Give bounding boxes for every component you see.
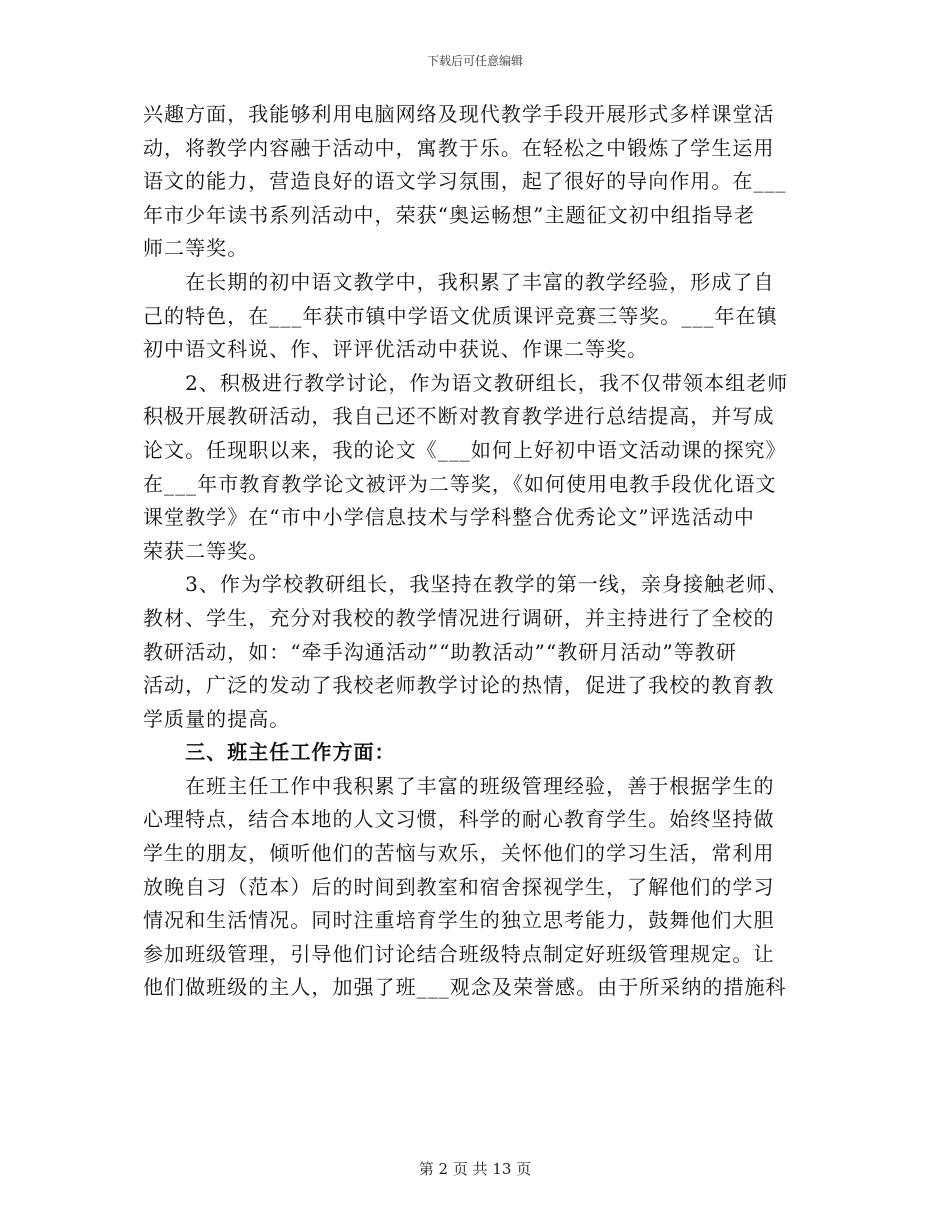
text-line: 放晚自习（范本）后的时间到教室和宿舍探视学生，了解他们的学习 <box>143 874 775 899</box>
text-line: 教材、学生，充分对我校的教学情况进行调研，并主持进行了全校的 <box>143 605 775 630</box>
text-line: 在___年市教育教学论文被评为二等奖，《如何使用电教手段优化语文 <box>143 471 777 496</box>
text-line: 初中语文科说、作、评评优活动中获说、作课二等奖。 <box>143 337 649 362</box>
text-line: 年市少年读书系列活动中，荣获“奥运畅想”主题征文初中组指导老 <box>143 202 755 227</box>
text-line: 情况和生活情况。同时注重培育学生的独立思考能力，鼓舞他们大胆 <box>143 908 775 933</box>
text-line: 课堂教学》在“市中小学信息技术与学科整合优秀论文”评选活动中 <box>143 505 755 530</box>
text-line: 在班主任工作中我积累了丰富的班级管理经验，善于根据学生的 <box>143 773 775 798</box>
text-line: 他们做班级的主人，加强了班___观念及荣誉感。由于所采纳的措施科 <box>143 975 787 1000</box>
page-header: 下载后可任意编辑 <box>426 54 523 68</box>
page-number: 第 2 页 共 13 页 <box>418 1160 532 1178</box>
text-line: 积极开展教研活动，我自己还不断对教育教学进行总结提高，并写成 <box>143 404 775 429</box>
text-line: 2、积极进行教学讨论，作为语文教研组长，我不仅带领本组老师 <box>143 370 789 395</box>
text-line: 语文的能力，营造良好的语文学习氛围，起了很好的导向作用。在___ <box>143 169 787 194</box>
text-line: 学质量的提高。 <box>143 706 291 731</box>
text-line: 教研活动，如：“牵手沟通活动”“助教活动”“教研月活动”等教研 <box>143 639 737 664</box>
text-line: 己的特色，在___年获市镇中学语文优质课评竞赛三等奖。___年在镇 <box>143 303 778 328</box>
text-line: 在长期的初中语文教学中，我积累了丰富的教学经验，形成了自 <box>143 269 775 294</box>
text-line: 心理特点，结合本地的人文习惯，科学的耐心教育学生。始终坚持做 <box>143 807 775 832</box>
text-line: 学生的朋友，倾听他们的苦恼与欢乐，关怀他们的学习生活，常利用 <box>143 841 775 866</box>
text-line: 荣获二等奖。 <box>143 538 270 563</box>
text-line: 论文。任现职以来，我的论文《___如何上好初中语文活动课的探究》 <box>143 437 787 462</box>
text-line: 3、作为学校教研组长，我坚持在教学的第一线，亲身接触老师、 <box>143 572 789 597</box>
text-line: 动，将教学内容融于活动中，寓教于乐。在轻松之中锻炼了学生运用 <box>143 135 775 160</box>
document-body <box>143 98 807 1005</box>
text-line: 师二等奖。 <box>143 236 249 261</box>
text-line: 活动，广泛的发动了我校老师教学讨论的热情，促进了我校的教育教 <box>143 673 775 698</box>
text-line: 兴趣方面，我能够利用电脑网络及现代教学手段开展形式多样课堂活 <box>143 102 775 126</box>
text-line: 参加班级管理，引导他们讨论结合班级特点制定好班级管理规定。让 <box>143 941 775 966</box>
section-heading: 三、班主任工作方面： <box>143 740 396 765</box>
